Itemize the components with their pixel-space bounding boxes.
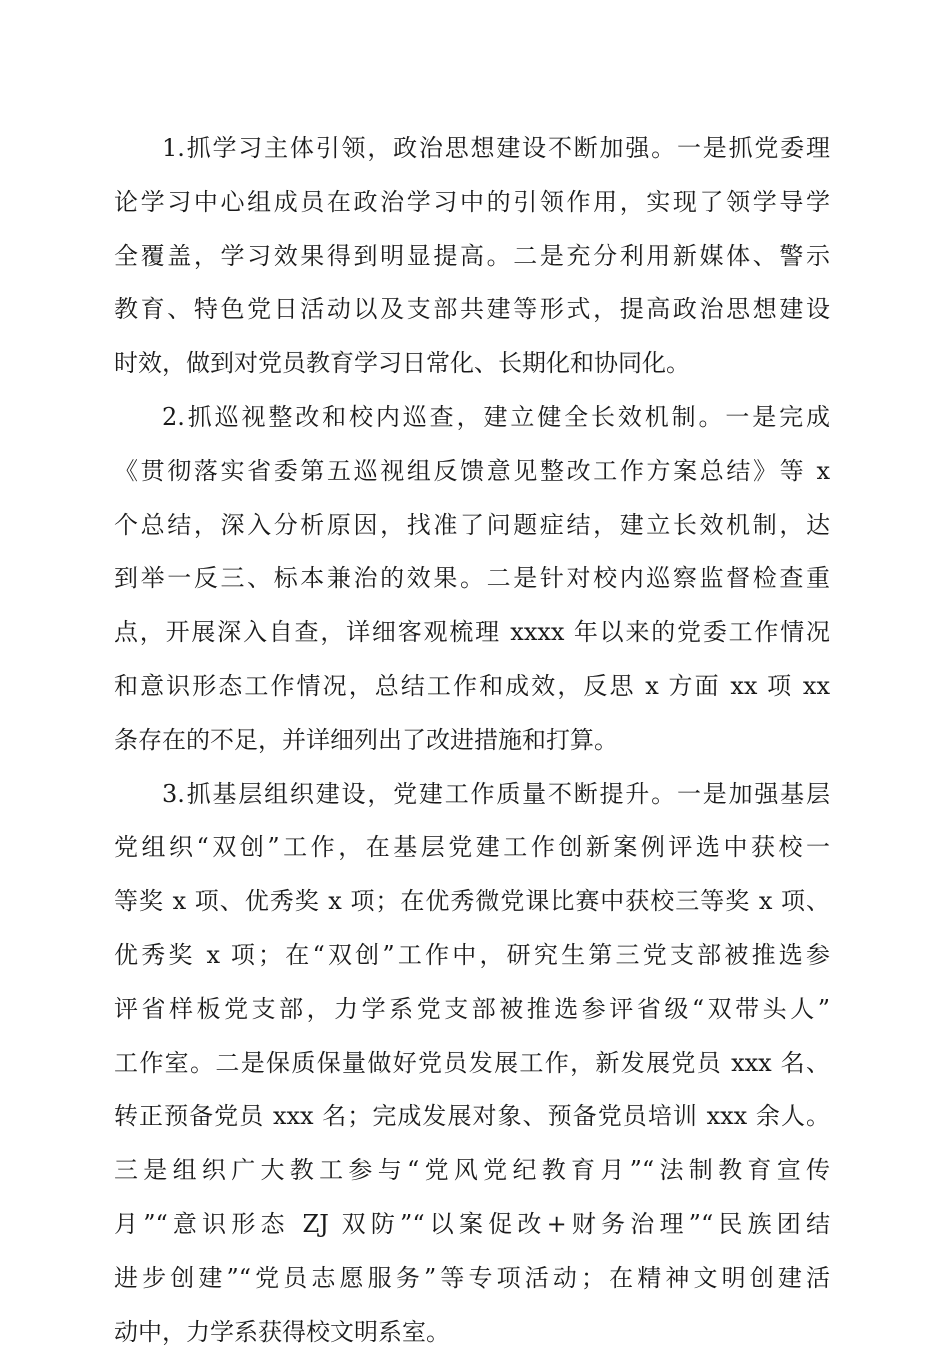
paragraph-3-line-6: 工作室。二是保质保量做好党员发展工作，新发展党员 xxx 名、 [114,1048,830,1077]
paragraph-2-line-5: 点，开展深入自查，详细客观梳理 xxxx 年以来的党委工作情况 [114,618,830,647]
paragraph-2-line-4: 到举一反三、标本兼治的效果。二是针对校内巡察监督检查重 [114,564,830,593]
paragraph-1-line-3: 全覆盖，学习效果得到明显提高。二是充分利用新媒体、警示 [114,241,830,270]
paragraph-1-line-4: 教育、特色党日活动以及支部共建等形式，提高政治思想建设 [114,295,830,324]
paragraph-3-line-2: 党组织“双创”工作，在基层党建工作创新案例评选中获校一 [114,833,830,862]
paragraph-2-line-3: 个总结，深入分析原因，找准了问题症结，建立长效机制，达 [114,510,830,539]
paragraph-3-line-8: 三是组织广大教工参与“党风党纪教育月”“法制教育宣传 [114,1156,830,1185]
paragraph-3-line-9: 月”“意识形态 ZJ 双防”“以案促改+财务治理”“民族团结 [114,1209,830,1238]
paragraph-3-line-1: 3.抓基层组织建设，党建工作质量不断提升。一是加强基层 [162,779,830,808]
document-body [114,122,830,1359]
paragraph-1-line-5: 时效，做到对党员教育学习日常化、长期化和协同化。 [114,349,690,378]
paragraph-3-line-11: 动中，力学系获得校文明系室。 [114,1317,450,1346]
paragraph-2-line-2: 《贯彻落实省委第五巡视组反馈意见整改工作方案总结》等 x [114,456,830,485]
paragraph-3-line-4: 优秀奖 x 项；在“双创”工作中，研究生第三党支部被推选参 [114,940,830,969]
paragraph-1-line-2: 论学习中心组成员在政治学习中的引领作用，实现了领学导学 [114,187,830,216]
paragraph-3-line-5: 评省样板党支部，力学系党支部被推选参评省级“双带头人” [114,994,830,1023]
paragraph-3-line-3: 等奖 x 项、优秀奖 x 项；在优秀微党课比赛中获校三等奖 x 项、 [114,887,830,916]
paragraph-2-line-7: 条存在的不足，并详细列出了改进措施和打算。 [114,725,618,754]
paragraph-3-line-10: 进步创建”“党员志愿服务”等专项活动；在精神文明创建活 [114,1263,830,1292]
paragraph-1-line-1: 1.抓学习主体引领，政治思想建设不断加强。一是抓党委理 [162,134,830,162]
paragraph-2-line-1: 2.抓巡视整改和校内巡查，建立健全长效机制。一是完成 [162,402,830,431]
paragraph-2-line-6: 和意识形态工作情况，总结工作和成效，反思 x 方面 xx 项 xx [114,671,830,700]
paragraph-3-line-7: 转正预备党员 xxx 名；完成发展对象、预备党员培训 xxx 余人。 [114,1102,830,1131]
